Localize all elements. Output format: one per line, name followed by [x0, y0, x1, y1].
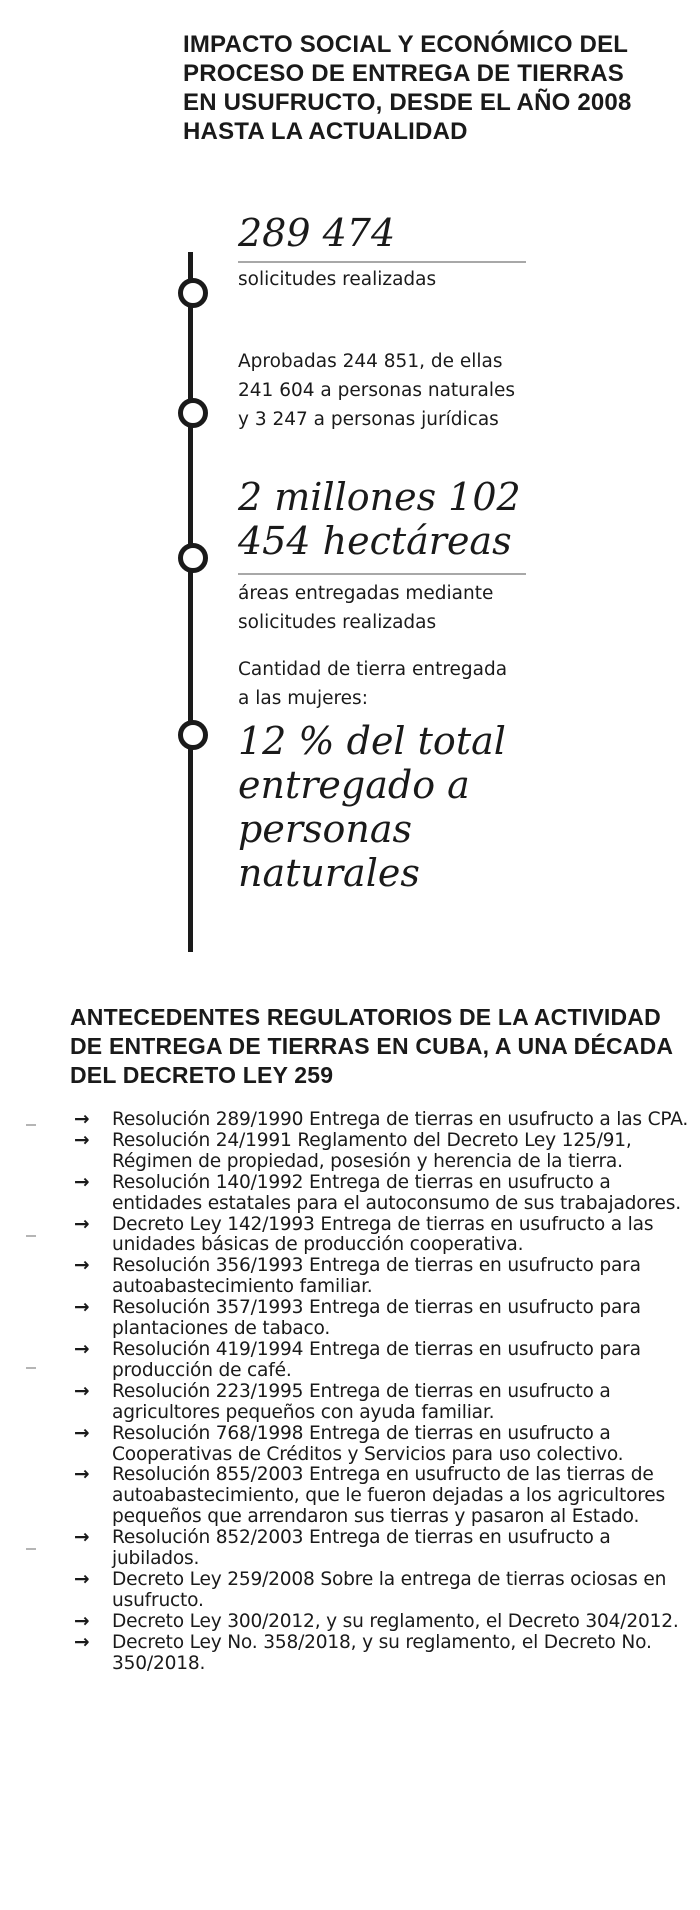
mujeres-value-1: 12 % del total [238, 719, 506, 763]
arrow-right-icon: → [74, 1527, 90, 1549]
list-item-text: Resolución 356/1993 Entrega de tierras en usufructo para autoabastecimiento familiar. [112, 1255, 641, 1298]
timeline-node-solicitudes [178, 278, 208, 308]
margin-mark [26, 1235, 36, 1237]
hectareas-label-1: áreas entregadas mediante [238, 583, 494, 604]
margin-mark [26, 1124, 36, 1126]
arrow-right-icon: → [74, 1129, 90, 1151]
arrow-right-icon: → [74, 1297, 90, 1319]
list-item [74, 1215, 694, 1257]
list-item-text: Resolución 357/1993 Entrega de tierras en usufructo para plantaciones de tabaco. [112, 1297, 641, 1340]
arrow-right-icon: → [74, 1109, 90, 1130]
list-item [74, 1465, 694, 1528]
hectareas-label-2: solicitudes realizadas [238, 612, 437, 633]
list-item [74, 1340, 694, 1382]
timeline-node-aprobadas [178, 398, 208, 428]
margin-mark [26, 1548, 36, 1550]
list-item-text: Resolución 419/1994 Entrega de tierras en usufructo para producción de café. [112, 1338, 641, 1381]
list-item-text: Resolución 289/1990 Entrega de tierras en usufructo a las CPA. [112, 1109, 689, 1130]
mujeres-value-2: entregado a [238, 763, 470, 807]
arrow-right-icon: → [74, 1422, 90, 1444]
list-item [74, 1298, 694, 1340]
arrow-right-icon: → [74, 1631, 90, 1653]
list-item [74, 1382, 694, 1424]
rule-hectareas [238, 573, 526, 575]
list-item-text: Decreto Ley 259/2008 Sobre la entrega de tierras ociosas en usufructo. [112, 1568, 667, 1611]
mujeres-value-3: personas [238, 807, 412, 851]
solicitudes-label: solicitudes realizadas [238, 269, 437, 290]
arrow-right-icon: → [74, 1255, 90, 1277]
timeline-node-hectareas [178, 543, 208, 573]
list-item [74, 1633, 694, 1675]
list-item-text: Resolución 855/2003 Entrega en usufructo de las tierras de autoabastecimiento, que le fueron dejadas a los agricultores pequeños que arrendaron sus tierras y pasaron al Estado. [112, 1464, 666, 1528]
antecedentes-title-line-3: DEL DECRETO LEY 259 [70, 1062, 334, 1088]
aprobadas-text-1: Aprobadas 244 851, de ellas [238, 351, 503, 372]
list-item-text: Resolución 24/1991 Reglamento del Decreto Ley 125/91, Régimen de propiedad, posesión y herencia de la tierra. [112, 1129, 632, 1172]
aprobadas-text-3: y 3 247 a personas jurídicas [238, 409, 499, 430]
antecedentes-list [74, 1110, 694, 1674]
arrow-right-icon: → [74, 1171, 90, 1193]
list-item-text: Resolución 223/1995 Entrega de tierras en usufructo a agricultores pequeños con ayuda familiar. [112, 1380, 611, 1423]
list-item [74, 1256, 694, 1298]
antecedentes-title-line-1: ANTECEDENTES REGULATORIOS DE LA ACTIVIDAD [70, 1004, 661, 1030]
list-item-text: Decreto Ley 142/1993 Entrega de tierras en usufructo a las unidades básicas de producción cooperativa. [112, 1213, 654, 1256]
mujeres-value-4: naturales [238, 851, 420, 895]
arrow-right-icon: → [74, 1213, 90, 1235]
mujeres-label-1: Cantidad de tierra entregada [238, 659, 508, 680]
aprobadas-text-2: 241 604 a personas naturales [238, 380, 516, 401]
arrow-right-icon: → [74, 1338, 90, 1360]
arrow-right-icon: → [74, 1464, 90, 1486]
list-item-text: Resolución 768/1998 Entrega de tierras en usufructo a Cooperativas de Créditos y Servicios para uso colectivo. [112, 1422, 624, 1465]
list-item [74, 1528, 694, 1570]
arrow-right-icon: → [74, 1380, 90, 1402]
arrow-right-icon: → [74, 1610, 90, 1632]
list-item-text: Resolución 852/2003 Entrega de tierras en usufructo a jubilados. [112, 1527, 611, 1570]
impacto-title: IMPACTO SOCIAL Y ECONÓMICO DEL PROCESO DE ENTREGA DE TIERRAS EN USUFRUCTO, DESDE EL AÑO 2008 HASTA LA ACTUALIDAD [183, 31, 632, 145]
arrow-right-icon: → [74, 1568, 90, 1590]
list-item [74, 1110, 694, 1131]
rule-solicitudes [238, 261, 526, 263]
list-item [74, 1612, 694, 1633]
margin-mark [26, 1367, 36, 1369]
list-item [74, 1173, 694, 1215]
solicitudes-value: 289 474 [238, 211, 396, 255]
antecedentes-title [70, 1003, 680, 1090]
list-item-text: Decreto Ley No. 358/2018, y su reglamento, el Decreto No. 350/2018. [112, 1631, 652, 1674]
list-item [74, 1570, 694, 1612]
antecedentes-title-line-2: DE ENTREGA DE TIERRAS EN CUBA, A UNA DÉCADA [70, 1033, 674, 1059]
mujeres-label-2: a las mujeres: [238, 688, 368, 709]
hectareas-value-2: 454 hectáreas [238, 519, 512, 563]
list-item-text: Decreto Ley 300/2012, y su reglamento, el Decreto 304/2012. [112, 1610, 679, 1632]
list-item [74, 1131, 694, 1173]
hectareas-value-1: 2 millones 102 [238, 475, 521, 519]
timeline-node-mujeres [178, 720, 208, 750]
list-item [74, 1424, 694, 1466]
list-item-text: Resolución 140/1992 Entrega de tierras en usufructo a entidades estatales para el autoconsumo de sus trabajadores. [112, 1171, 681, 1214]
timeline-line [188, 252, 193, 952]
